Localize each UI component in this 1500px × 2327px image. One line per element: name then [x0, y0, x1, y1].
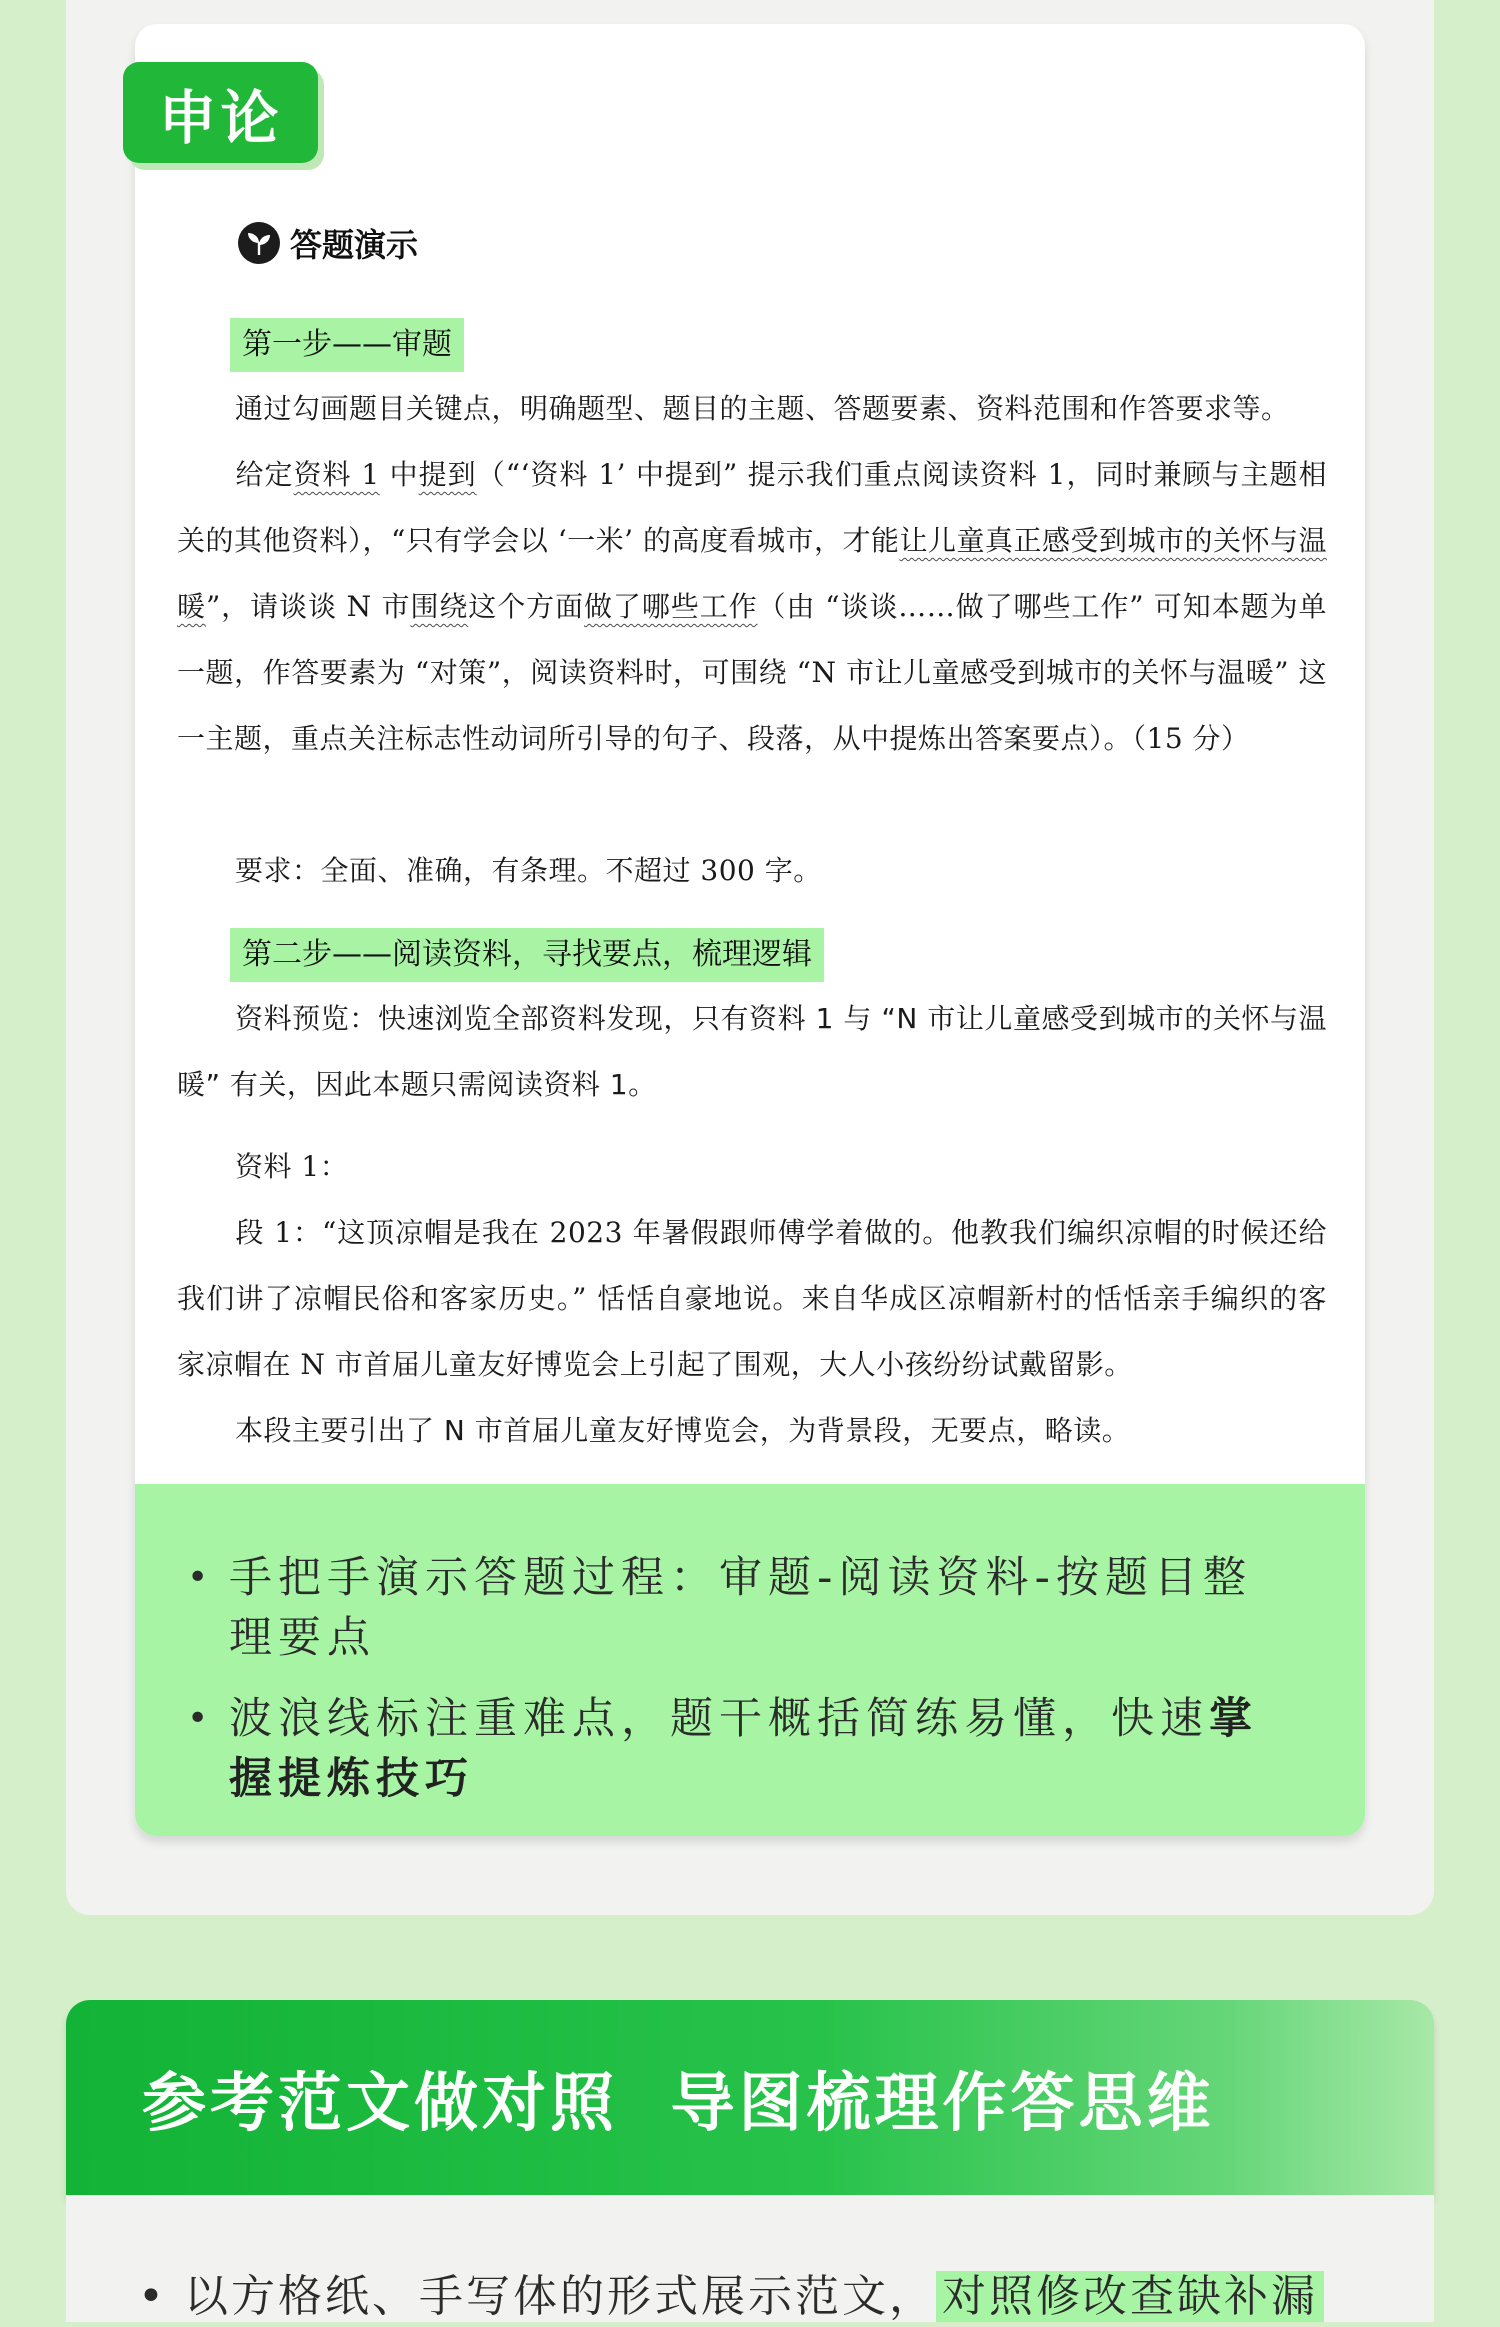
step2-preview: 资料预览：快速浏览全部资料发现，只有资料 1 与 “N 市让儿童感受到城市的关怀与温暖” 有关，因此本题只需阅读资料 1。	[177, 1002, 1327, 1101]
section-heading	[238, 220, 418, 266]
banner-title: 参考范文做对照 导图梳理作答思维	[142, 2066, 1215, 2141]
keyword-work: 做了哪些工作	[584, 590, 758, 623]
bullet-dot-icon: •	[138, 2271, 167, 2322]
keyword-mentioned: 提到	[418, 458, 477, 491]
section-banner	[66, 2000, 1434, 2195]
bullet-dot-icon: •	[187, 1698, 215, 1739]
step1-requirement: 要求：全面、准确，有条理。不超过 300 字。	[235, 854, 822, 887]
material-label: 资料 1：	[235, 1150, 349, 1183]
document-page	[135, 24, 1365, 1484]
material-note: 本段主要引出了 N 市首届儿童友好博览会，为背景段，无要点，略读。	[235, 1414, 1131, 1447]
step2-title: 第二步——阅读资料，寻找要点，梳理逻辑	[230, 928, 824, 982]
bullet-dot-icon: •	[187, 1557, 215, 1598]
keyword-theme: 让儿童真正感受到城市的关怀与温暖	[177, 524, 1327, 623]
step1-title: 第一步——审题	[230, 318, 464, 372]
feature-summary	[135, 1484, 1365, 1836]
bottom-card	[66, 2195, 1434, 2322]
bottom-bullet: • 以方格纸、手写体的形式展示范文， 对照修改查缺补漏	[138, 2267, 1438, 2327]
sprout-icon	[238, 222, 280, 264]
step1-question: 给定资料 1 中提到（“‘资料 1’ 中提到” 提示我们重点阅读资料 1，同时兼顾与主题相关的其他资料），“只有学会以 ‘一米’ 的高度看城市，才能让儿童真正感受到城市的关怀与温暖”，请谈谈 N 市围绕这个方面做了哪些工作（由 “谈谈……做了哪些工作” 可知本题为单一题，作答要素为 “对策”，阅读资料时，可围绕 “N 市让儿童感受到城市的关怀与温暖” 这一主题，重点关注标志性动词所引导的句子、段落，从中提炼出答案要点）。（15 分）	[177, 458, 1327, 755]
highlight-text: 对照修改查缺补漏	[936, 2271, 1324, 2322]
document-preview	[135, 24, 1365, 1836]
step1-intro: 通过勾画题目关键点，明确题型、题目的主题、答题要素、资料范围和作答要求等。	[235, 392, 1290, 425]
subject-tag: 申论	[123, 62, 318, 163]
summary-bullet-2: • 波浪线标注重难点，题干概括简练易懂，快速掌握提炼技巧	[187, 1689, 1287, 1809]
section-title: 答题演示	[290, 226, 419, 264]
material-paragraph: 段 1：“这顶凉帽是我在 2023 年暑假跟师傅学着做的。他教我们编织凉帽的时候还给我们讲了凉帽民俗和客家历史。” 恬恬自豪地说。来自华成区凉帽新村的恬恬亲手编织的客家凉帽在 N 市首届儿童友好博览会上引起了围观，大人小孩纷纷试戴留影。	[177, 1216, 1327, 1381]
summary-bullet-1: • 手把手演示答题过程：审题-阅读资料-按题目整理要点	[187, 1548, 1287, 1668]
keyword-material: 资料 1	[293, 458, 380, 491]
keyword-around: 围绕	[410, 590, 469, 623]
